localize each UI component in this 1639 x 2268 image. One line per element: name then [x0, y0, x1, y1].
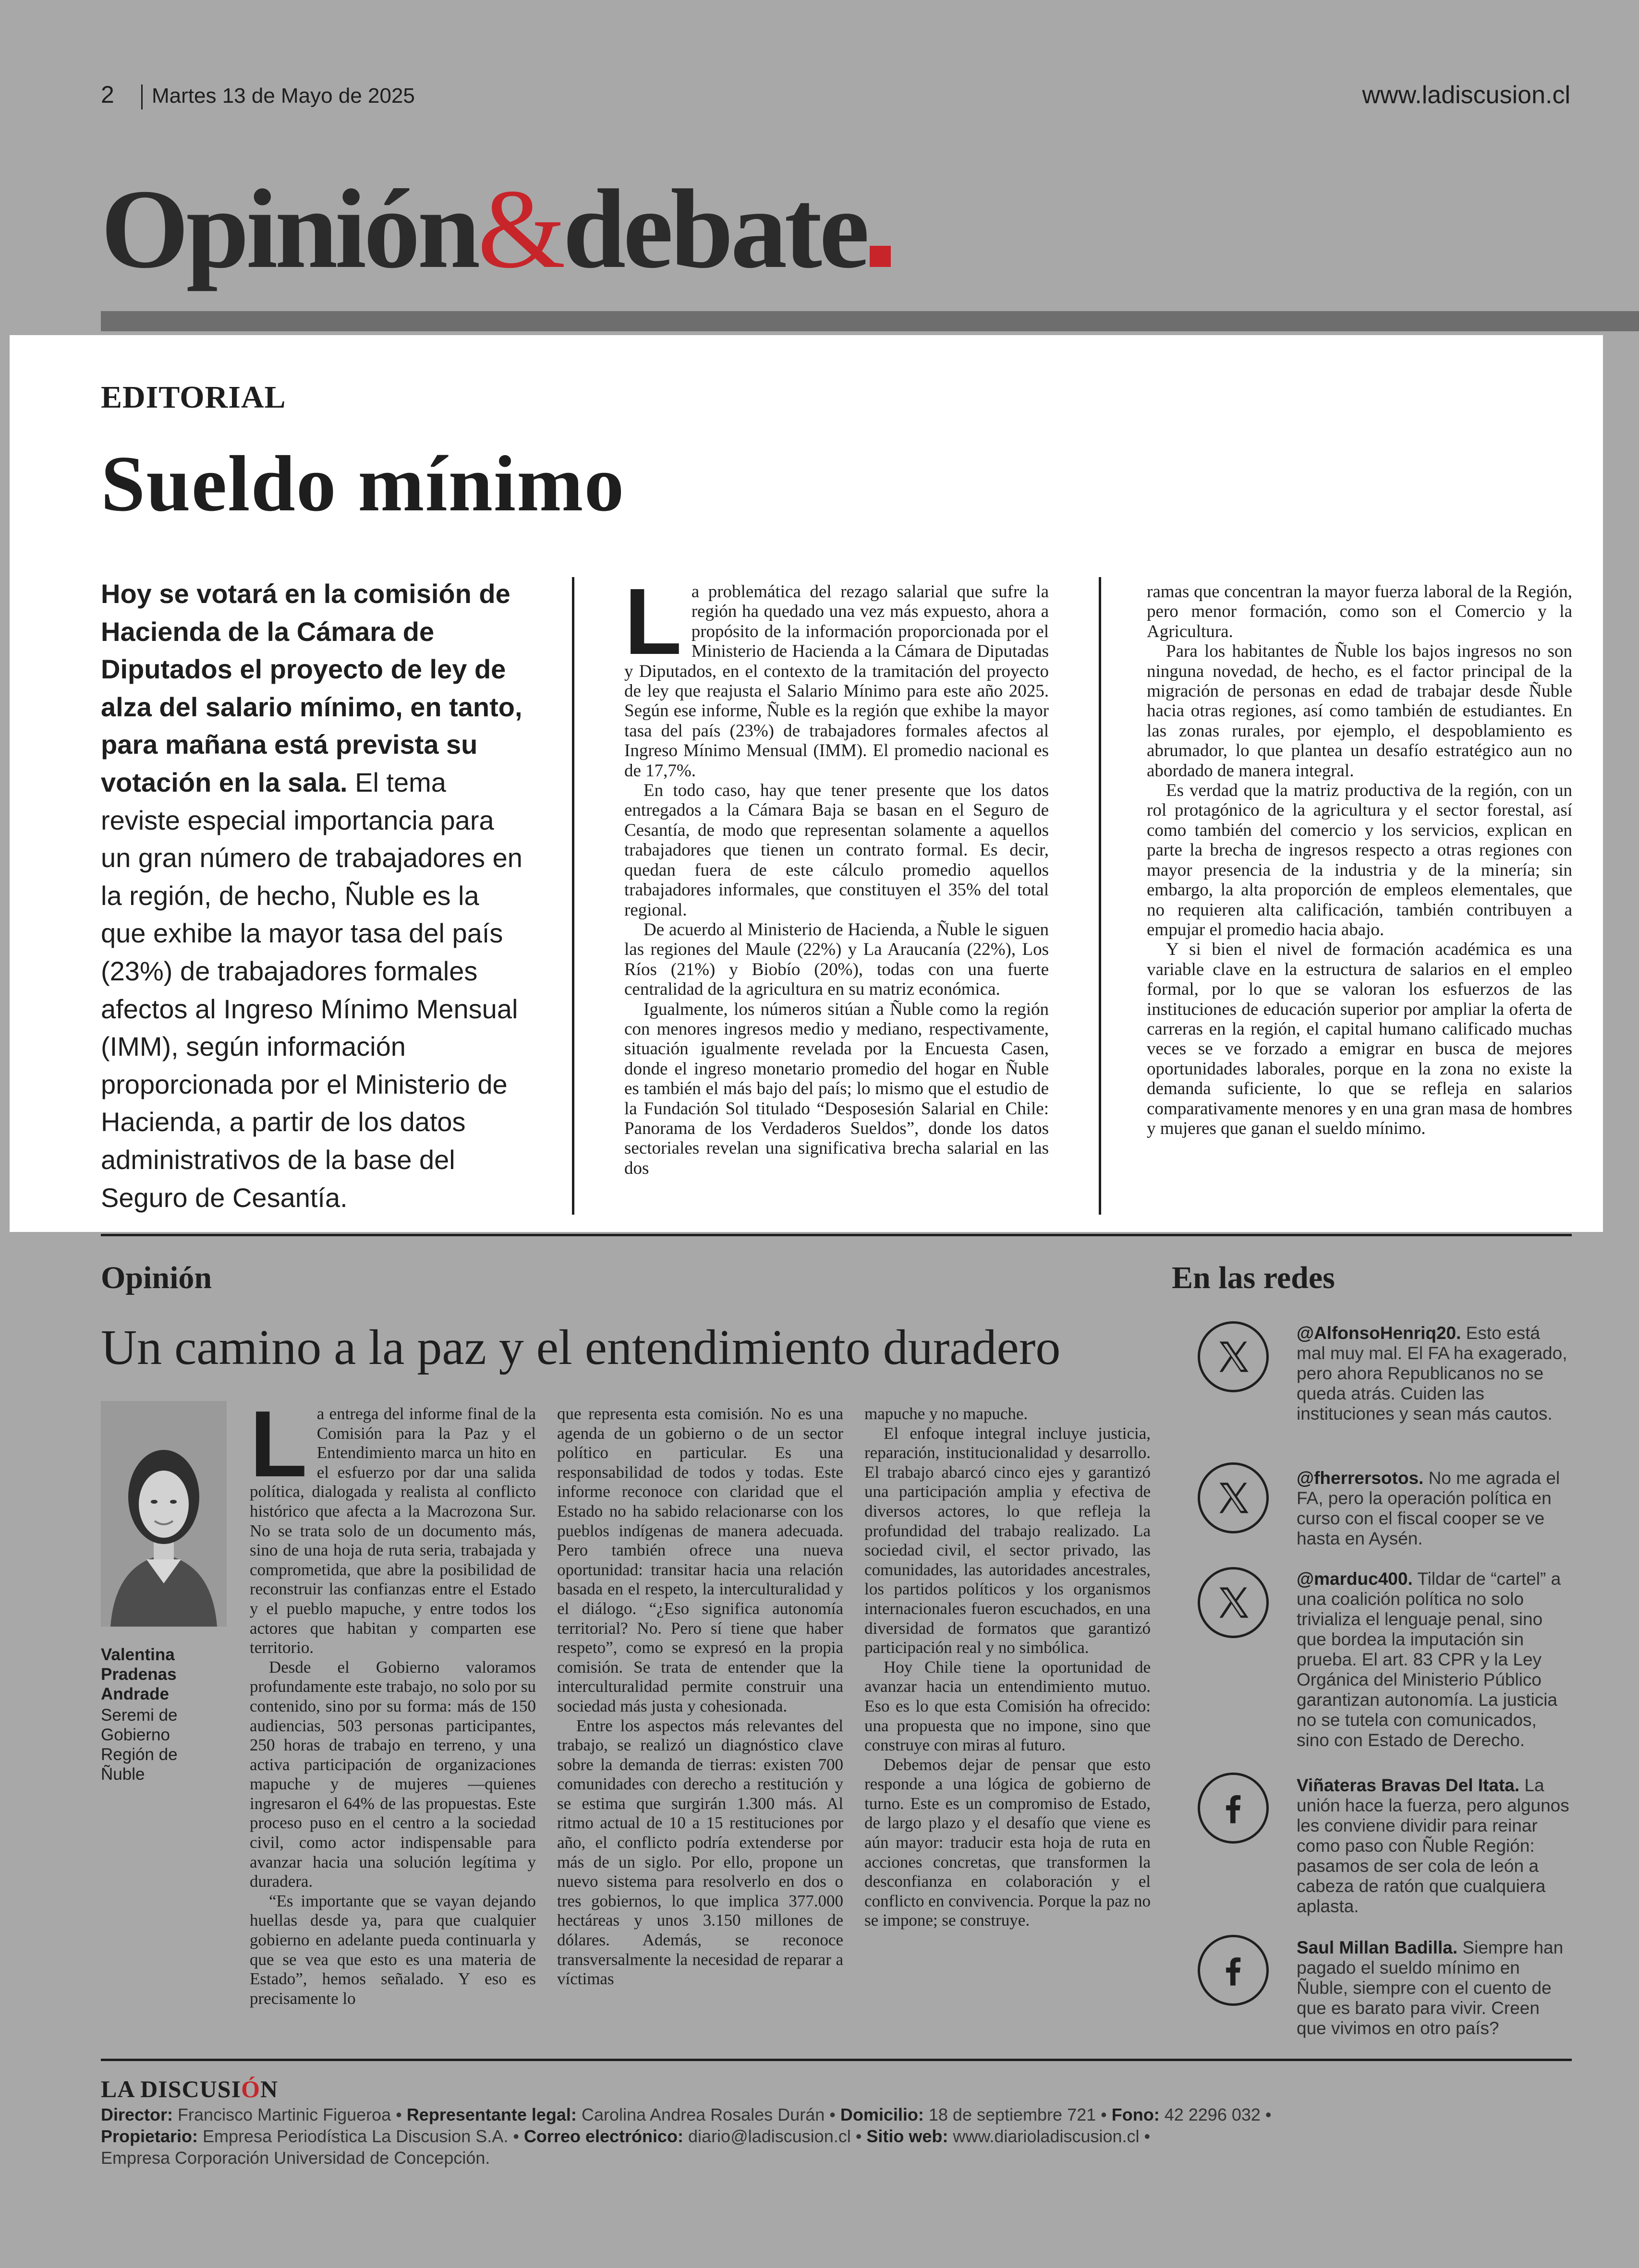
post-handle: @marduc400.: [1297, 1569, 1413, 1589]
masthead-accent-dot: [870, 246, 891, 267]
social-post: [1297, 1323, 1569, 1424]
editorial-lead-text: El tema reviste especial importancia para un gran número de trabajadores en la región, de hecho, Ñuble es la que exhibe la mayor tasa del país (23%) de trabajadores formales afectos al Ingreso Mínimo Mensual (IMM), según información proporcionada por el Ministerio de Hacienda, a partir de los datos administrativos de la base del Seguro de Cesantía.: [101, 767, 522, 1213]
paragraph: mapuche y no mapuche.: [864, 1404, 1028, 1423]
phone: 42 2296 032: [1164, 2105, 1261, 2124]
paragraph: Es verdad que la matriz productiva de la región, con un rol protagónico de la agricultura y el sector forestal, así como también del comercio y los servicios, explican en parte la brecha de ingresos respecto a otras regiones con mayor presencia de la industria y de la minería; sin embargo, la alta proporción de empleos elementales, que no requieren alta calificación, también contribuyen a empujar el promedio hacia abajo.: [1147, 781, 1572, 940]
opinion-column-3: [864, 1404, 1151, 1930]
editorial-column-2: [624, 569, 1049, 1178]
facebook-icon: [1198, 1773, 1269, 1844]
director-name: Francisco Martinic Figueroa: [178, 2105, 391, 2124]
post-handle: @fherrersotos.: [1297, 1468, 1424, 1488]
x-icon: [1198, 1567, 1269, 1638]
paragraph: que representa esta comisión. No es una agenda de un gobierno o de un sector político en particular. Es una responsabilidad de todos y todas. Este informe reconoce con claridad que el Estado no ha sabido relacionarse con los pueblos indígenas de manera adecuada. Pero también ofrece una nueva oportunidad: transitar hacia una relación basada en el respeto, la interculturalidad y el diálogo. “¿Eso significa autonomía territorial? No. Pero sí tiene que haber respeto”, como se expresó en la propia comisión. Se trata de entender que la interculturalidad permite construir una sociedad más justa y cohesionada.: [557, 1404, 843, 1715]
social-post: [1297, 1569, 1569, 1750]
email-link[interactable]: diario@ladiscusion.cl: [688, 2126, 851, 2146]
drop-cap: L: [624, 569, 682, 674]
paragraph: El enfoque integral incluye justicia, reparación, institucionalidad y desarrollo. El trabajo abarcó cinco ejes y garantizó una participación amplia y efectiva de diversos actores, lo que refleja la profundidad del trabajo realizado. La sociedad civil, el sector privado, las comunidades, las autoridades ancestrales, los partidos políticos y los organismos internacionales fueron escuchados, en una diversidad de formatos que garantizó participación real y no simbólica.: [864, 1424, 1151, 1657]
opinion-column-1: [250, 1391, 536, 2008]
paragraph: “Es importante que se vayan dejando huellas desde ya, para que cualquier gobierno en adelante pueda continuarla y que se vea que esto es una materia de Estado”, hemos señalado. Y eso es precisamente lo: [250, 1891, 536, 2008]
website-link[interactable]: www.ladiscusion.cl: [1362, 81, 1570, 109]
corporation: Empresa Corporación Universidad de Concepción.: [101, 2148, 490, 2168]
paragraph: Para los habitantes de Ñuble los bajos ingresos no son ninguna novedad, de hecho, es el factor principal de la migración de personas en edad de trabajar desde Ñuble hacia otras regiones, así como también de estudiantes. En las zonas rurales, por ejemplo, el despoblamiento es abrumador, lo que plantea un desafío estratégico aun no abordado de manera integral.: [1147, 641, 1572, 781]
column-divider: [1099, 577, 1101, 1215]
x-icon: [1198, 1462, 1269, 1533]
website-footer-link[interactable]: www.diarioladiscusion.cl: [953, 2126, 1140, 2146]
author-name: Valentina Pradenas Andrade: [101, 1645, 177, 1703]
redes-label: En las redes: [1172, 1260, 1335, 1295]
social-post: [1297, 1468, 1569, 1549]
editorial-lead: [101, 575, 527, 1217]
author-role: Seremi de Gobierno Región de Ñuble: [101, 1706, 178, 1784]
social-post: [1297, 1775, 1569, 1917]
paragraph: De acuerdo al Ministerio de Hacienda, a Ñuble le siguen las regiones del Maule (22%) y La Araucanía (22%), Los Ríos (21%) y Biobío (20%), todas con una fuerte centralidad de la agricultura en su matriz económica.: [624, 919, 1049, 1000]
issue-date: Martes 13 de Mayo de 2025: [152, 84, 415, 108]
address: 18 de septiembre 721: [928, 2105, 1096, 2124]
section-divider: [101, 1234, 1572, 1236]
opinion-column-2: [557, 1404, 843, 1989]
masthead-ampersand: &: [477, 167, 563, 292]
post-text: Siempre han pagado el sueldo mínimo en Ñuble, siempre con el cuento de que es barato para vivir. Creen que vivimos en otro país?: [1297, 1938, 1564, 2038]
section-rule: [101, 311, 1639, 331]
x-icon: [1198, 1321, 1269, 1392]
editorial-title: Sueldo mínimo: [101, 439, 625, 528]
paragraph: Desde el Gobierno valoramos profundamente este trabajo, no solo por su contenido, sino por su forma: más de 150 audiencias, 503 personas participantes, 250 horas de trabajo en terreno, y una activa participación de organizaciones mapuche y de mujeres —quienes ingresaron el 64% de las propuestas. Este proceso puso en el centro a la sociedad civil, como actor indispensable para avanzar hacia una solución legítima y duradera.: [250, 1657, 536, 1891]
social-post: [1297, 1938, 1569, 2039]
opinion-label: Opinión: [101, 1260, 212, 1295]
paragraph: Entre los aspectos más relevantes del trabajo, se realizó un diagnóstico clave sobre la demanda de tierras: existen 700 comunidades con derecho a restitución y se estima que surgirán 1.300 más. Al ritmo actual de 10 a 15 restituciones por año, el conflicto podría extenderse por más de un siglo. Por ello, propone un nuevo sistema para resolverlo en dos o tres gobiernos, lo que implica 377.000 hectáreas y unos 3.150 millones de dólares. Además, se reconoce transversalmente la necesidad de reparar a víctimas: [557, 1716, 843, 1989]
paragraph: La entrega del informe final de la Comisión para la Paz y el Entendimiento marca un hito en el esfuerzo por dar una salida política, dialogada y realista al conflicto histórico que afecta a la Macrozona Sur. No se trata solo de un documento más, sino de una hoja de ruta seria, trabajada y comprometida, que abre la posibilidad de reconstruir las confianzas entre el Estado y el pueblo mapuche, y entre todos los actores que habitan y comparten ese territorio.: [250, 1391, 536, 1657]
facebook-icon: [1198, 1935, 1269, 2006]
newspaper-logo: LA DISCUSIÓN: [101, 2075, 279, 2102]
imprint: Director: Francisco Martinic Figueroa • Representante legal: Carolina Andrea Rosales Durán • Domicilio: 18 de septiembre 721 • Fono: 42 2296 032 • Propietario: Empresa Periodística La Discusion S.A. • Correo electrónico: diario@ladiscusion.cl • Sitio web: www.diarioladiscusion.cl • Empresa Corporación Universidad de Concepción.: [101, 2105, 1272, 2168]
page-number: 2: [101, 81, 114, 108]
column-divider: [572, 577, 574, 1215]
paragraph: Debemos dejar de pensar que esto responde a una lógica de gobierno de turno. Este es un compromiso de Estado, de largo plazo y el desafío que viene es aún mayor: traducir esta hoja de ruta en acciones concretas, que transformen la desconfianza en colaboración y el conflicto en convivencia. Porque la paz no se impone; se construye.: [864, 1755, 1151, 1930]
legal-rep: Carolina Andrea Rosales Durán: [581, 2105, 825, 2124]
author-photo: [101, 1401, 227, 1627]
paragraph: Hoy Chile tiene la oportunidad de avanzar hacia un entendimiento mutuo. Eso es lo que esta Comisión ha ofrecido: una propuesta que no impone, sino que construye con miras al futuro.: [864, 1657, 1151, 1755]
post-handle: @AlfonsoHenriq20.: [1297, 1323, 1461, 1343]
post-text: La unión hace la fuerza, pero algunos les conviene dividir para reinar como paso con Ñuble Región: pasamos de ser cola de león a cabeza de ratón que cualquiera aplasta.: [1297, 1775, 1569, 1916]
editorial-lead-bold: Hoy se votará en la comisión de Hacienda de la Cámara de Diputados el proyecto de ley de alza del salario mínimo, en tanto, para mañana está prevista su votación en la sala.: [101, 579, 522, 797]
post-handle: Saul Millan Badilla.: [1297, 1938, 1458, 1957]
section-masthead: [101, 167, 891, 292]
opinion-title: Un camino a la paz y el entendimiento duradero: [101, 1320, 1061, 1375]
post-text: No me agrada el FA, pero la operación política en curso con el fiscal cooper se ve hasta en Aysén.: [1297, 1468, 1560, 1548]
paragraph: ramas que concentran la mayor fuerza laboral de la Región, pero menor formación, como son el Comercio y la Agricultura.: [1147, 582, 1572, 641]
owner: Empresa Periodística La Discusion S.A.: [203, 2126, 509, 2146]
drop-cap: L: [250, 1391, 307, 1496]
post-text: Tildar de “cartel” a una coalición política no solo trivializa el lenguaje penal, sino que bordea la imputación sin prueba. El art. 83 CPR y la Ley Orgánica del Ministerio Público garantizan autonomía. La justicia no se tutela con comunicados, sino con Estado de Derecho.: [1297, 1569, 1561, 1750]
header-divider: [141, 84, 143, 109]
paragraph: Y si bien el nivel de formación académica es una variable clave en la estructura de salarios en el empleo formal, por lo que se valoran los esfuerzos de las instituciones de educación superior por ampliar la oferta de carreras en la región, el capital humano calificado muchas veces se ve forzado a emigrar en busca de mejores oportunidades laborales, porque en la zona no existe la demanda suficiente, lo que se refleja en salarios comparativamente menores y en una gran masa de hombres y mujeres que ganan el sueldo mínimo.: [1147, 940, 1572, 1138]
masthead-debate: debate: [563, 167, 867, 292]
paragraph: Igualmente, los números sitúan a Ñuble como la región con menores ingresos medio y mediano, respectivamente, situación igualmente revelada por la Encuesta Casen, donde el ingreso monetario promedio del hogar en Ñuble es también el más bajo del país; lo mismo que el estudio de la Fundación Sol titulado “Desposesión Salarial en Chile: Panorama de los Verdaderos Sueldos”, donde los datos sectoriales revelan una significativa brecha salarial en las dos: [624, 999, 1049, 1178]
post-handle: Viñateras Bravas Del Itata.: [1297, 1775, 1520, 1795]
editorial-label: EDITORIAL: [101, 380, 286, 415]
paragraph: En todo caso, hay que tener presente que los datos entregados a la Cámara Baja se basan en el Seguro de Cesantía, de modo que representan solamente a aquellos trabajadores que tienen un contrato formal. Es decir, quedan fuera de este cálculo promedio aquellos trabajadores informales, que constituyen el 35% del total regional.: [624, 781, 1049, 920]
post-text: Esto está mal muy mal. El FA ha exagerado, pero ahora Republicanos no se queda atrás. Cuiden las instituciones y sean más cautos.: [1297, 1323, 1567, 1424]
paragraph: La problemática del rezago salarial que sufre la región ha quedado una vez más expuesto, ahora a propósito de la información proporcionada por el Ministerio de Hacienda a la Cámara de Diputadas y Diputados, en el contexto de la tramitación del proyecto de ley que reajusta el Salario Mínimo para este año 2025. Según ese informe, Ñuble es la región que exhibe la mayor tasa del país (23%) de trabajadores formales afectos al Ingreso Mínimo Mensual (IMM). El promedio nacional es de 17,7%.: [624, 569, 1049, 781]
footer-divider: [101, 2059, 1572, 2061]
editorial-column-3: [1147, 582, 1572, 1138]
masthead-opinion: Opinión: [101, 167, 478, 292]
